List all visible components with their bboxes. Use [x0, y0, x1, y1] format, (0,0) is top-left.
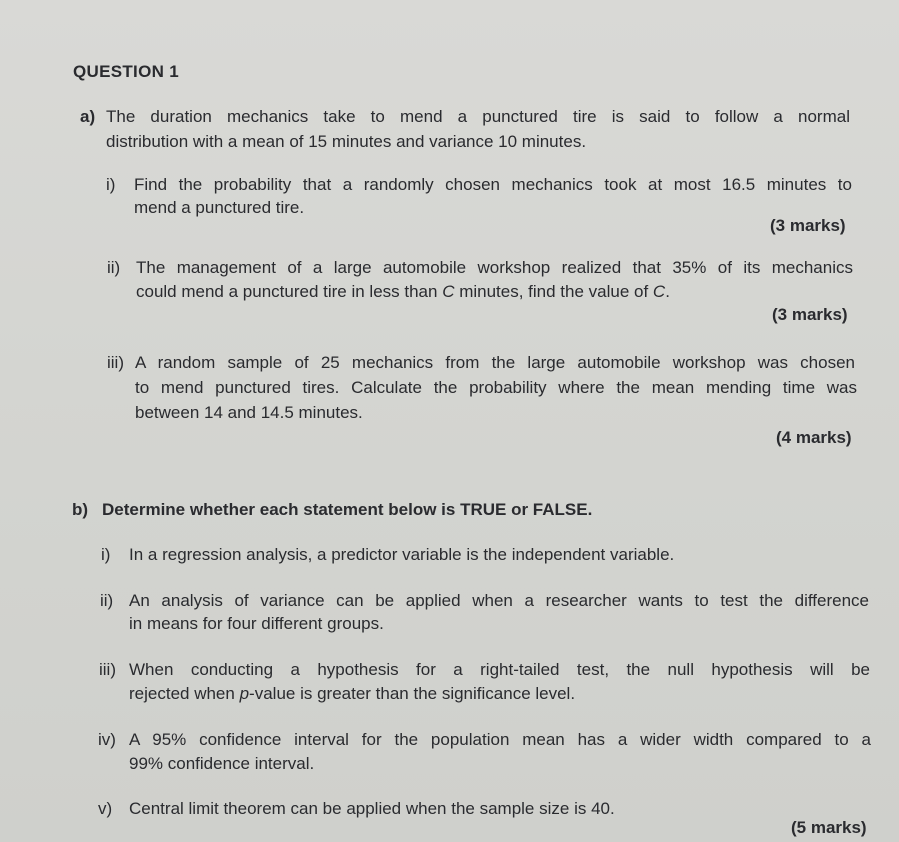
- part-a-item-iii-marks: (4 marks): [776, 428, 852, 447]
- part-b-item-iii-line1: When conducting a hypothesis for a right-tailed test, the null hypothesis will be: [129, 660, 870, 679]
- part-a-item-iii-line3: between 14 and 14.5 minutes.: [135, 403, 363, 422]
- part-b-item-v-number: v): [98, 799, 113, 818]
- question-title: QUESTION 1: [73, 62, 179, 81]
- part-a-item-iii-line2: to mend punctured tires. Calculate the probability where the mean mending time was: [135, 378, 857, 397]
- part-b-item-iv-line1: A 95% confidence interval for the population mean has a wider width compared to a: [129, 730, 871, 749]
- part-b-marks: (5 marks): [791, 818, 867, 837]
- part-b-item-iii-line2: rejected when p-value is greater than the significance level.: [129, 684, 576, 703]
- part-a-label: a): [80, 107, 96, 126]
- part-a-item-i-marks: (3 marks): [770, 216, 846, 235]
- part-b-item-iv-line2: 99% confidence interval.: [129, 754, 315, 773]
- part-a-intro-line1: The duration mechanics take to mend a punctured tire is said to follow a normal: [106, 107, 850, 126]
- part-a-item-i-number: i): [106, 175, 116, 194]
- part-b-item-iv-number: iv): [98, 730, 116, 749]
- part-a-item-ii-marks: (3 marks): [772, 305, 848, 324]
- part-b-item-iii-number: iii): [99, 660, 116, 679]
- part-a-item-ii-line2: could mend a punctured tire in less than C minutes, find the value of C.: [136, 282, 670, 301]
- part-b-item-i-number: i): [101, 545, 111, 564]
- part-a-item-iii-line1: A random sample of 25 mechanics from the large automobile workshop was chosen: [135, 353, 855, 372]
- part-b-item-ii-number: ii): [100, 591, 114, 610]
- part-b-intro: Determine whether each statement below is TRUE or FALSE.: [102, 500, 593, 519]
- part-b-label: b): [72, 500, 89, 519]
- part-a-item-i-line1: Find the probability that a randomly chosen mechanics took at most 16.5 minutes to: [134, 175, 852, 194]
- part-a-item-ii-number: ii): [107, 258, 121, 277]
- part-b-item-i-line1: In a regression analysis, a predictor variable is the independent variable.: [129, 545, 675, 564]
- part-b-item-v-line1: Central limit theorem can be applied when the sample size is 40.: [129, 799, 615, 818]
- part-a-item-iii-number: iii): [107, 353, 124, 372]
- part-a-item-i-line2: mend a punctured tire.: [134, 198, 305, 217]
- part-b-item-ii-line1: An analysis of variance can be applied when a researcher wants to test the difference: [129, 591, 869, 610]
- part-a-item-ii-line1: The management of a large automobile workshop realized that 35% of its mechanics: [136, 258, 853, 277]
- part-b-item-ii-line2: in means for four different groups.: [129, 614, 384, 633]
- part-a-intro-line2: distribution with a mean of 15 minutes and variance 10 minutes.: [106, 132, 587, 151]
